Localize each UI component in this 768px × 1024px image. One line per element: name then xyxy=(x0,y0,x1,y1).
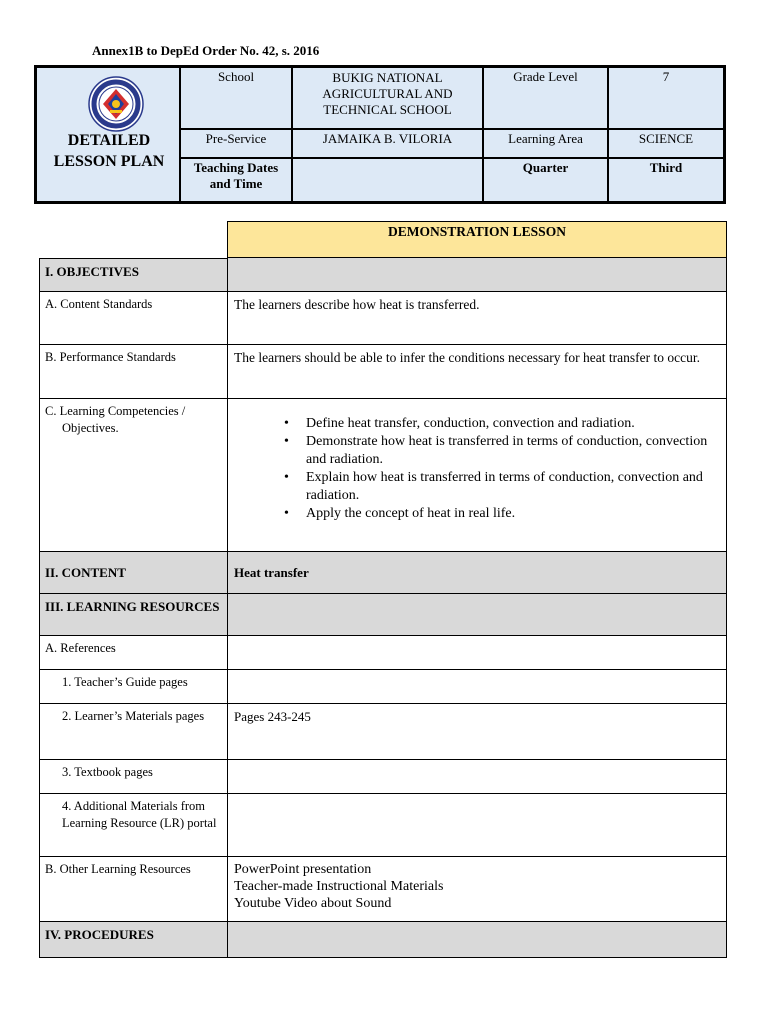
teaching-dates-value xyxy=(293,159,484,201)
bullet-icon: • xyxy=(284,506,289,521)
competencies-value xyxy=(227,399,727,552)
document-title xyxy=(37,130,181,172)
textbook-value xyxy=(227,760,727,794)
content-value: Heat transfer xyxy=(227,552,727,594)
objectives-heading: I. OBJECTIVES xyxy=(39,258,228,292)
competencies-label: C. Learning Competencies / Objectives. xyxy=(39,399,228,552)
references-value xyxy=(227,636,727,670)
other-resource-item: PowerPoint presentation xyxy=(234,862,372,877)
procedures-value xyxy=(227,922,727,958)
preservice-label: Pre-Service xyxy=(181,130,293,159)
procedures-heading: IV. PROCEDURES xyxy=(39,922,228,958)
quarter-label: Quarter xyxy=(484,159,609,201)
competency-item xyxy=(234,469,720,505)
competency-text: Apply the concept of heat in real life. xyxy=(306,506,516,521)
competencies-list xyxy=(234,415,720,523)
content-standards-value: The learners describe how heat is transferred. xyxy=(227,292,727,345)
additional-materials-label: 4. Additional Materials from Learning Resource (LR) portal xyxy=(39,794,228,857)
teachers-guide-label: 1. Teacher’s Guide pages xyxy=(39,670,228,704)
textbook-row xyxy=(39,760,727,794)
learning-resources-heading: III. LEARNING RESOURCES xyxy=(39,594,228,636)
deped-seal-icon xyxy=(88,76,144,132)
references-row xyxy=(39,636,727,670)
competency-item xyxy=(234,505,720,523)
performance-standards-label: B. Performance Standards xyxy=(39,345,228,399)
document-title-line1: DETAILED xyxy=(67,132,151,149)
school-value: BUKIG NATIONAL AGRICULTURAL AND TECHNICAL SCHOOL xyxy=(293,68,484,130)
competency-text: Demonstrate how heat is transferred in terms of conduction, convection and radiation. xyxy=(306,434,708,467)
learning-resources-row xyxy=(39,594,727,636)
quarter-value: Third xyxy=(649,160,683,175)
teaching-dates-label: Teaching Dates and Time xyxy=(181,159,293,201)
preservice-value: JAMAIKA B. VILORIA xyxy=(293,130,484,159)
performance-standards-value: The learners should be able to infer the conditions necessary for heat transfer to occur. xyxy=(227,345,727,399)
content-row xyxy=(39,552,727,594)
objectives-row xyxy=(39,258,727,292)
content-heading: II. CONTENT xyxy=(39,552,228,594)
grade-level-value: 7 xyxy=(609,68,723,130)
learning-area-label: Learning Area xyxy=(484,130,609,159)
bullet-icon: • xyxy=(284,416,289,431)
other-resource-item: Teacher-made Instructional Materials xyxy=(234,879,444,894)
school-label: School xyxy=(181,68,293,130)
learners-materials-label: 2. Learner’s Materials pages xyxy=(39,704,228,760)
competency-text: Explain how heat is transferred in terms of conduction, convection and radiation. xyxy=(306,470,703,503)
objectives-value xyxy=(227,258,727,292)
competency-text: Define heat transfer, conduction, convection and radiation. xyxy=(306,416,635,431)
textbook-label: 3. Textbook pages xyxy=(39,760,228,794)
learning-resources-value xyxy=(227,594,727,636)
learning-area-value: SCIENCE xyxy=(609,130,723,159)
learners-materials-row xyxy=(39,704,727,760)
procedures-row xyxy=(39,922,727,958)
references-label: A. References xyxy=(39,636,228,670)
competencies-row xyxy=(39,399,727,552)
demonstration-lesson-banner: DEMONSTRATION LESSON xyxy=(227,221,727,258)
additional-materials-row xyxy=(39,794,727,857)
competency-item xyxy=(234,433,720,469)
additional-materials-value xyxy=(227,794,727,857)
lesson-plan-table xyxy=(39,221,727,958)
annex-reference: Annex1B to DepEd Order No. 42, s. 2016 xyxy=(92,43,320,58)
other-resources-label: B. Other Learning Resources xyxy=(39,857,228,922)
content-standards-label: A. Content Standards xyxy=(39,292,228,345)
bullet-icon: • xyxy=(284,434,289,449)
content-standards-row xyxy=(39,292,727,345)
other-resource-item: Youtube Video about Sound xyxy=(234,896,392,911)
other-resources-value xyxy=(227,857,727,922)
performance-standards-row xyxy=(39,345,727,399)
competency-item xyxy=(234,415,720,433)
teachers-guide-row xyxy=(39,670,727,704)
logo-cell xyxy=(37,68,181,201)
other-resources-row xyxy=(39,857,727,922)
learners-materials-value: Pages 243-245 xyxy=(227,704,727,760)
document-title-line2: LESSON PLAN xyxy=(53,153,165,170)
teachers-guide-value xyxy=(227,670,727,704)
bullet-icon: • xyxy=(284,470,289,485)
header-table xyxy=(34,65,726,204)
grade-level-label: Grade Level xyxy=(484,68,609,130)
